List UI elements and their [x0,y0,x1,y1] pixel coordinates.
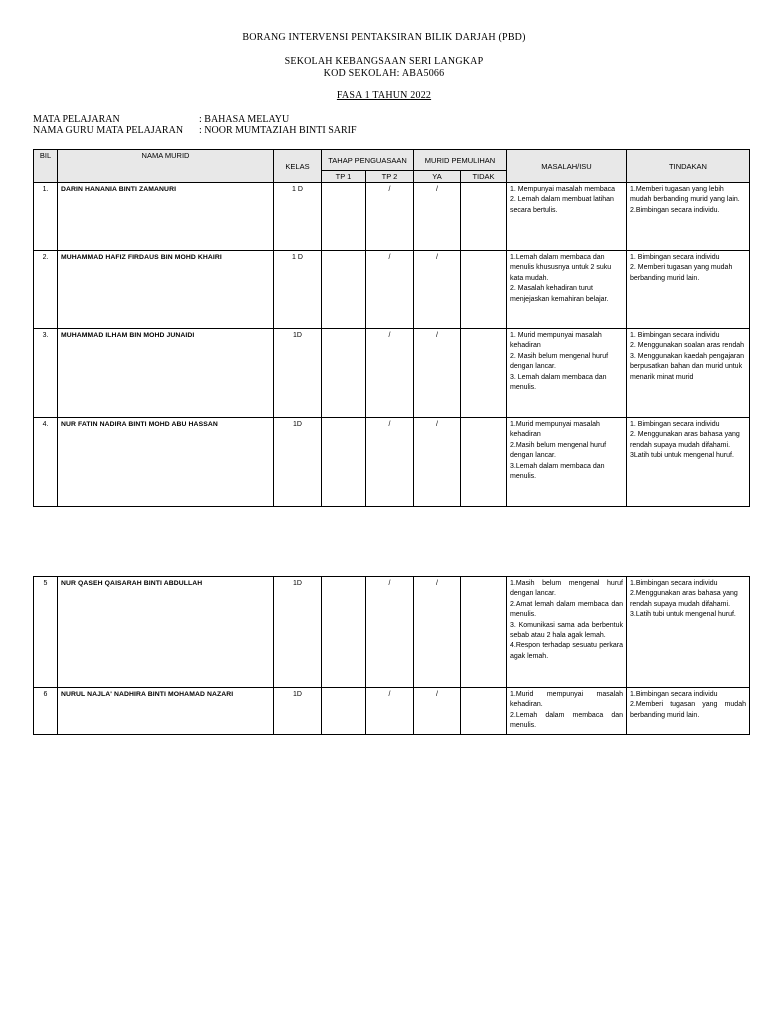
student-name: DARIN HANANIA BINTI ZAMANURI [58,183,274,251]
tindakan-cell-line: 1.Bimbingan secara individu [630,691,718,698]
col-header-tahap: TAHAP PENGUASAAN [322,150,414,171]
tindakan-cell-line: 3Latih tubi untuk mengenal huruf. [630,452,734,460]
tindakan-cell [627,183,750,251]
tp1-mark [322,183,366,251]
tindakan-cell-line: 2. Memberi tugasan yang mudah berbanding murid lain. [630,264,733,282]
masalah-cell-line: 4.Respon terhadap sesuatu perkara agak lemah. [510,642,623,660]
row-number: 4. [34,418,58,507]
row-number: 1. [34,183,58,251]
tindakan-cell-line: 1. Bimbingan secara individu [630,254,720,261]
row-number: 2. [34,251,58,329]
table-row [34,183,750,251]
tidak-mark [461,251,507,329]
ya-mark: / [414,577,461,688]
tp1-mark [322,688,366,735]
table-row [34,688,750,735]
tidak-mark [461,418,507,507]
col-header-tidak: TIDAK [461,171,507,183]
masalah-cell-line: 2. Masih belum mengenal huruf dengan lancar. [510,352,609,371]
col-header-tp1: TP 1 [322,171,366,183]
row-number: 5 [34,577,58,688]
tidak-mark [461,577,507,688]
tidak-mark [461,688,507,735]
col-header-masalah: MASALAH/ISU [507,150,627,183]
teacher-line [33,125,357,136]
teacher-value: : NOOR MUMTAZIAH BINTI SARIF [199,125,357,136]
ya-mark: / [414,251,461,329]
masalah-cell-line: 1.Lemah dalam membaca dan menulis khususnya untuk 2 suku kata mudah. [510,254,612,282]
tp2-mark: / [366,183,414,251]
masalah-cell-line: 3. Komunikasi sama ada berbentuk sebab atau 2 hala agak lemah. [510,621,623,640]
tindakan-cell [627,688,750,735]
tidak-mark [461,329,507,418]
tindakan-cell-line: 2.Memberi tugasan yang mudah berbanding murid lain. [630,701,746,719]
masalah-cell [507,577,627,688]
masalah-cell-line: 2.Masih belum mengenal huruf dengan lancar. [510,441,607,460]
tindakan-cell-line: 2.Menggunakan aras bahasa yang rendah supaya mudah difahami. [630,590,738,608]
table-row [34,418,750,507]
masalah-cell-line: 1. Murid mempunyai masalah kehadiran [510,332,602,350]
subject-value: : BAHASA MELAYU [199,114,290,125]
col-header-ya: YA [414,171,461,183]
masalah-cell-line: 2. Lemah dalam membuat latihan secara bertulis. [510,196,614,214]
student-class: 1D [274,688,322,735]
tindakan-cell [627,251,750,329]
table-row [34,577,750,688]
row-number: 3. [34,329,58,418]
col-header-nama: NAMA MURID [58,150,274,183]
masalah-cell-line: 1.Murid mempunyai masalah kehadiran. [510,691,623,709]
ya-mark: / [414,183,461,251]
tp2-mark: / [366,577,414,688]
student-class: 1 D [274,183,322,251]
col-header-tp2: TP 2 [366,171,414,183]
masalah-cell-line: 2.Amat lemah dalam membaca dan menulis. [510,600,623,619]
masalah-cell-line: 3. Lemah dalam membaca dan menulis. [510,373,607,392]
masalah-cell-line: 2.Lemah dalam membaca dan menulis. [510,711,623,730]
tidak-mark [461,183,507,251]
masalah-cell-line: 1.Masih belum mengenal huruf dengan lancar. [510,580,623,598]
student-name: MUHAMMAD ILHAM BIN MOHD JUNAIDI [58,329,274,418]
masalah-cell [507,418,627,507]
table-row [34,251,750,329]
masalah-cell-line: 1. Mempunyai masalah membaca [510,186,616,193]
tp2-mark: / [366,251,414,329]
tp2-mark: / [366,329,414,418]
intervention-table [33,149,750,507]
masalah-cell-line: 2. Masalah kehadiran turut menjejaskan kemahiran belajar. [510,285,609,303]
student-name: NUR FATIN NADIRA BINTI MOHD ABU HASSAN [58,418,274,507]
student-name: NURUL NAJLA' NADHIRA BINTI MOHAMAD NAZARI [58,688,274,735]
row-number: 6 [34,688,58,735]
tindakan-cell-line: 1.Memberi tugasan yang lebih mudah berbanding murid yang lain. [630,186,740,204]
col-header-pemulihan: MURID PEMULIHAN [414,150,507,171]
table-row [34,329,750,418]
tp1-mark [322,418,366,507]
tp1-mark [322,251,366,329]
tp1-mark [322,329,366,418]
tp2-mark: / [366,418,414,507]
tindakan-cell [627,329,750,418]
teacher-label: NAMA GURU MATA PELAJARAN [33,125,184,136]
tindakan-cell [627,418,750,507]
tindakan-cell-line: 2.Bimbingan secara individu. [630,206,720,214]
masalah-cell [507,329,627,418]
tp2-mark: / [366,688,414,735]
ya-mark: / [414,688,461,735]
tindakan-cell [627,577,750,688]
intervention-table-continued [33,576,750,735]
tindakan-cell-line: 3.Latih tubi untuk mengenal huruf. [630,611,736,619]
student-class: 1 D [274,251,322,329]
col-header-tindakan: TINDAKAN [627,150,750,183]
student-name: NUR QASEH QAISARAH BINTI ABDULLAH [58,577,274,688]
masalah-cell [507,251,627,329]
tp1-mark [322,577,366,688]
ya-mark: / [414,329,461,418]
tindakan-cell-line: 1. Bimbingan secara individu [630,332,720,339]
student-name: MUHAMMAD HAFIZ FIRDAUS BIN MOHD KHAIRI [58,251,274,329]
ya-mark: / [414,418,461,507]
phase-year: FASA 1 TAHUN 2022 [336,90,432,101]
masalah-cell-line: 3.Lemah dalam membaca dan menulis. [510,462,605,481]
tindakan-cell-line: 2. Menggunakan soalan aras rendah [630,342,745,350]
form-title: BORANG INTERVENSI PENTAKSIRAN BILIK DARJAH (PBD) [242,32,526,43]
masalah-cell [507,688,627,735]
subject-label: MATA PELAJARAN [33,114,120,125]
student-class: 1D [274,329,322,418]
student-class: 1D [274,577,322,688]
tindakan-cell-line: 3. Menggunakan kaedah pengajaran berpusatkan bahan dan murid untuk menarik minat murid [630,352,745,381]
school-name: SEKOLAH KEBANGSAAN SERI LANGKAP [284,56,484,67]
col-header-kelas: KELAS [274,150,322,183]
tindakan-cell-line: 2. Menggunakan aras bahasa yang rendah supaya mudah difahami. [630,431,740,449]
school-code: KOD SEKOLAH: ABA5066 [323,68,445,79]
masalah-cell-line: 1.Murid mempunyai masalah kehadiran [510,421,600,439]
subject-line [33,114,289,125]
tindakan-cell-line: 1.Bimbingan secara individu [630,580,718,587]
student-class: 1D [274,418,322,507]
col-header-bil: BIL [34,150,58,183]
masalah-cell [507,183,627,251]
tindakan-cell-line: 1. Bimbingan secara individu [630,421,720,428]
